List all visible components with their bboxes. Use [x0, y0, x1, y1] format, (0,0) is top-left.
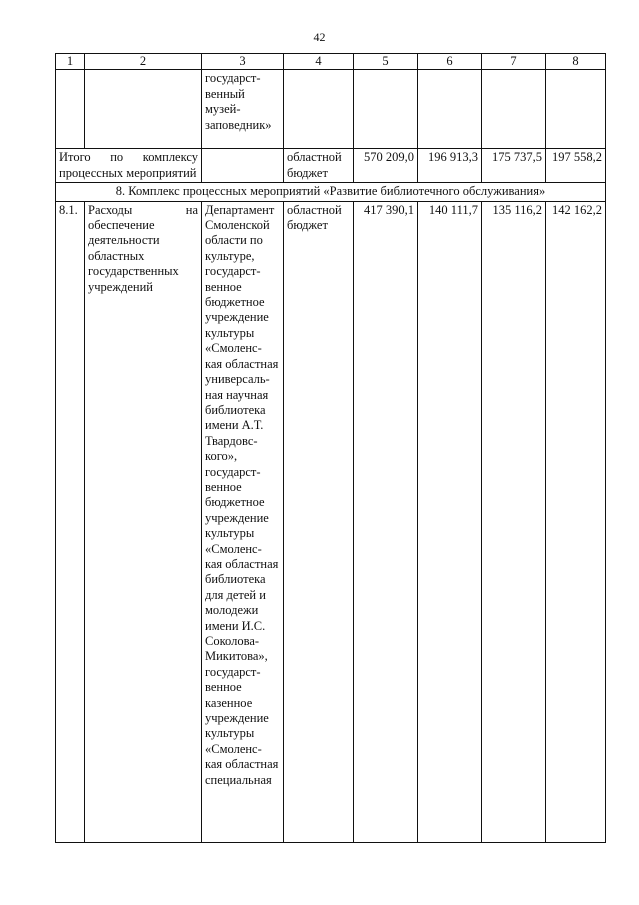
- value-cell: 417 390,1: [354, 201, 418, 842]
- table-cell: [482, 70, 546, 149]
- value-cell: 196 913,3: [418, 149, 482, 183]
- value-cell: 570 209,0: [354, 149, 418, 183]
- executor-cell: государст- венный музей- заповедник»: [202, 70, 284, 149]
- budget-table: [55, 53, 606, 843]
- total-label: Итого по комплексу процессных мероприятий: [56, 149, 202, 183]
- value-cell: 135 116,2: [482, 201, 546, 842]
- table-cell: [546, 70, 606, 149]
- column-header: 5: [354, 54, 418, 70]
- page-number: 42: [313, 30, 326, 44]
- column-header: 7: [482, 54, 546, 70]
- value-cell: 140 111,7: [418, 201, 482, 842]
- column-header-row: [56, 54, 606, 70]
- table-cell: [354, 70, 418, 149]
- section-heading: 8. Комплекс процессных мероприятий «Развитие библиотечного обслуживания»: [56, 183, 606, 201]
- value-cell: 142 162,2: [546, 201, 606, 842]
- table-cell: [418, 70, 482, 149]
- total-row: [56, 149, 606, 183]
- continuation-row: [56, 70, 606, 149]
- funding-source: областной бюджет: [284, 201, 354, 842]
- table-cell: [56, 70, 85, 149]
- column-header: 4: [284, 54, 354, 70]
- table-cell: [202, 149, 284, 183]
- column-header: 1: [56, 54, 85, 70]
- description-cell: Расходы на обеспечение деятельности областных государственных учреждений: [85, 201, 202, 842]
- value-cell: 197 558,2: [546, 149, 606, 183]
- funding-source: областной бюджет: [284, 149, 354, 183]
- section-heading-row: [56, 183, 606, 201]
- column-header: 8: [546, 54, 606, 70]
- column-header: 2: [85, 54, 202, 70]
- column-header: 6: [418, 54, 482, 70]
- table-cell: [284, 70, 354, 149]
- executor-cell: Департамент Смоленской области по культуре, государст- венное бюджетное учреждение культуры «Смоленс- кая областная универсаль- ная научная библиотека имени А.Т. Твардовс- кого», государст- венное бюджетное учреждение культуры «Смоленс- кая областная библиотека для детей и молодежи имени И.С. Соколова- Микитова», государст- венное казенное учреждение культуры «Смоленс- кая областная специальная: [202, 201, 284, 842]
- table-cell: [85, 70, 202, 149]
- value-cell: 175 737,5: [482, 149, 546, 183]
- row-number: 8.1.: [56, 201, 85, 842]
- column-header: 3: [202, 54, 284, 70]
- table-row: [56, 201, 606, 842]
